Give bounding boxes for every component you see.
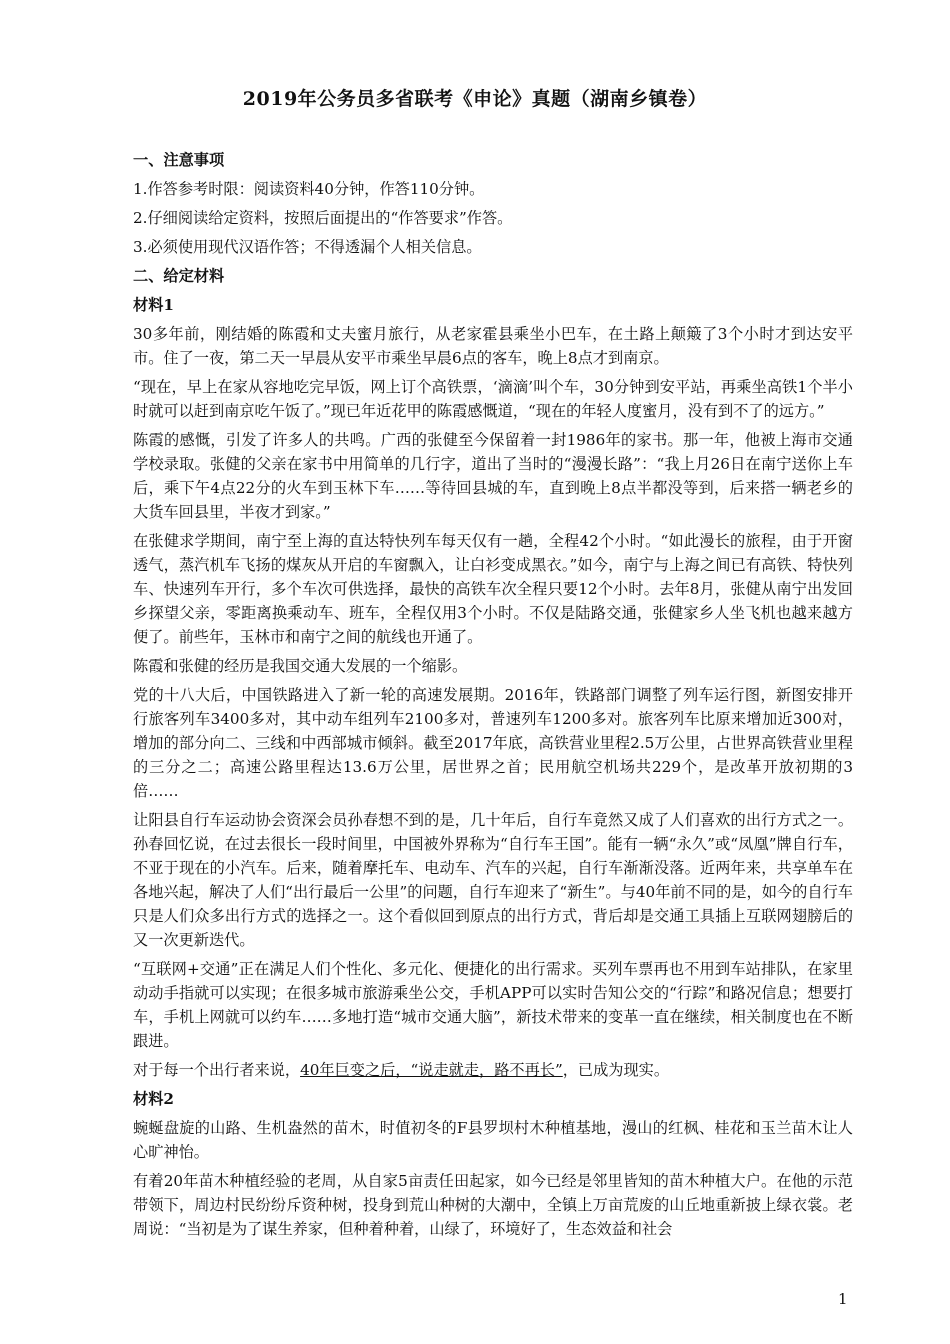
material1-heading: 材料1 xyxy=(133,296,174,314)
materials-heading: 二、给定材料 xyxy=(133,267,225,285)
material1-paragraph-8: “互联网+交通”正在满足人们个性化、多元化、便捷化的出行需求。买列车票再也不用到车站排队，在家里动动手指就可以实现；在很多城市旅游乘坐公交，手机APP可以实时告知公交的“行踪”和路况信息；想要打车，手机上网就可以约车……多地打造“城市交通大脑”，新技术带来的变革一直在继续，相关制度也在不断跟进。 xyxy=(133,960,853,1050)
notice-heading: 一、注意事项 xyxy=(133,151,225,169)
material2-heading: 材料2 xyxy=(133,1090,174,1108)
last-prefix: 对于每一个出行者来说， xyxy=(133,1061,301,1079)
material1-last-paragraph xyxy=(133,1058,853,1082)
material1-paragraph-1: 30多年前，刚结婚的陈霞和丈夫蜜月旅行，从老家霍县乘坐小巴车，在土路上颠簸了3个小时才到达安平市。住了一夜，第二天一早晨从安平市乘坐早晨6点的客车，晚上8点才到南京。 xyxy=(133,325,853,367)
notice-item-2: 2.仔细阅读给定资料，按照后面提出的“作答要求”作答。 xyxy=(133,209,513,227)
notice-item-3: 3.必须使用现代汉语作答；不得透漏个人相关信息。 xyxy=(133,238,482,256)
document-body xyxy=(133,148,853,1246)
material1-paragraph-3: 陈霞的感慨，引发了许多人的共鸣。广西的张健至今保留着一封1986年的家书。那一年，他被上海市交通学校录取。张健的父亲在家书中用简单的几行字，道出了当时的“漫漫长路”：“我上月26日在南宁送你上车后，乘下午4点22分的火车到玉林下车……等待回县城的车，直到晚上8点半都没等到，后来搭一辆老乡的大货车回县里，半夜才到家。” xyxy=(133,431,853,521)
material1-paragraph-5: 陈霞和张健的经历是我国交通大发展的一个缩影。 xyxy=(133,657,468,675)
underlined-phrase: 40年巨变之后，“说走就走，路不再长” xyxy=(300,1061,563,1079)
document-title: 2019年公务员多省联考《申论》真题（湖南乡镇卷） xyxy=(242,88,708,110)
last-suffix: ，已成为现实。 xyxy=(562,1061,670,1079)
page-number: 1 xyxy=(838,1290,848,1308)
material2-paragraph-2: 有着20年苗木种植经验的老周，从自家5亩责任田起家，如今已经是邻里皆知的苗木种植大户。在他的示范带领下，周边村民纷纷斥资种树，投身到荒山种树的大潮中，全镇上万亩荒废的山丘地重新披上绿衣裳。老周说：“当初是为了谋生养家，但种着种着，山绿了，环境好了，生态效益和社会 xyxy=(133,1172,853,1238)
material1-paragraph-2: “现在，早上在家从容地吃完早饭，网上订个高铁票，‘滴滴’叫个车，30分钟到安平站，再乘坐高铁1个半小时就可以赶到南京吃午饭了。”现已年近花甲的陈霞感慨道，“现在的年轻人度蜜月，没有到不了的远方。” xyxy=(133,378,853,420)
material1-paragraph-7: 让阳县自行车运动协会资深会员孙春想不到的是，几十年后，自行车竟然又成了人们喜欢的出行方式之一。孙春回忆说，在过去很长一段时间里，中国被外界称为“自行车王国”。能有一辆“永久”或“凤凰”牌自行车，不亚于现在的小汽车。后来，随着摩托车、电动车、汽车的兴起，自行车渐渐没落。近两年来，共享单车在各地兴起，解决了人们“出行最后一公里”的问题，自行车迎来了“新生”。与40年前不同的是，如今的自行车只是人们众多出行方式的选择之一。这个看似回到原点的出行方式，背后却是交通工具插上互联网翅膀后的又一次更新迭代。 xyxy=(133,811,853,949)
material2-paragraph-1: 蜿蜒盘旋的山路、生机盎然的苗木，时值初冬的F县罗坝村木种植基地，漫山的红枫、桂花和玉兰苗木让人心旷神怡。 xyxy=(133,1119,853,1161)
notice-item-1: 1.作答参考时限：阅读资料40分钟，作答110分钟。 xyxy=(133,180,485,198)
material1-paragraph-6: 党的十八大后，中国铁路进入了新一轮的高速发展期。2016年，铁路部门调整了列车运行图，新图安排开行旅客列车3400多对，其中动车组列车2100多对，普速列车1200多对。旅客列车比原来增加近300对，增加的部分向二、三线和中西部城市倾斜。截至2017年底，高铁营业里程2.5万公里，占世界高铁营业里程的三分之二；高速公路里程达13.6万公里，居世界之首；民用航空机场共229个，是改革开放初期的3倍…… xyxy=(133,686,853,800)
material1-paragraph-4: 在张健求学期间，南宁至上海的直达特快列车每天仅有一趟，全程42个小时。“如此漫长的旅程，由于开窗透气，蒸汽机车飞扬的煤灰从开启的车窗飘入，让白衫变成黑衣。”如今，南宁与上海之间已有高铁、特快列车、快速列车开行，多个车次可供选择，最快的高铁车次全程只要12个小时。去年8月，张健从南宁出发回乡探望父亲，零距离换乘动车、班车，全程仅用3个小时。不仅是陆路交通，张健家乡人坐飞机也越来越方便了。前些年，玉林市和南宁之间的航线也开通了。 xyxy=(133,532,853,646)
